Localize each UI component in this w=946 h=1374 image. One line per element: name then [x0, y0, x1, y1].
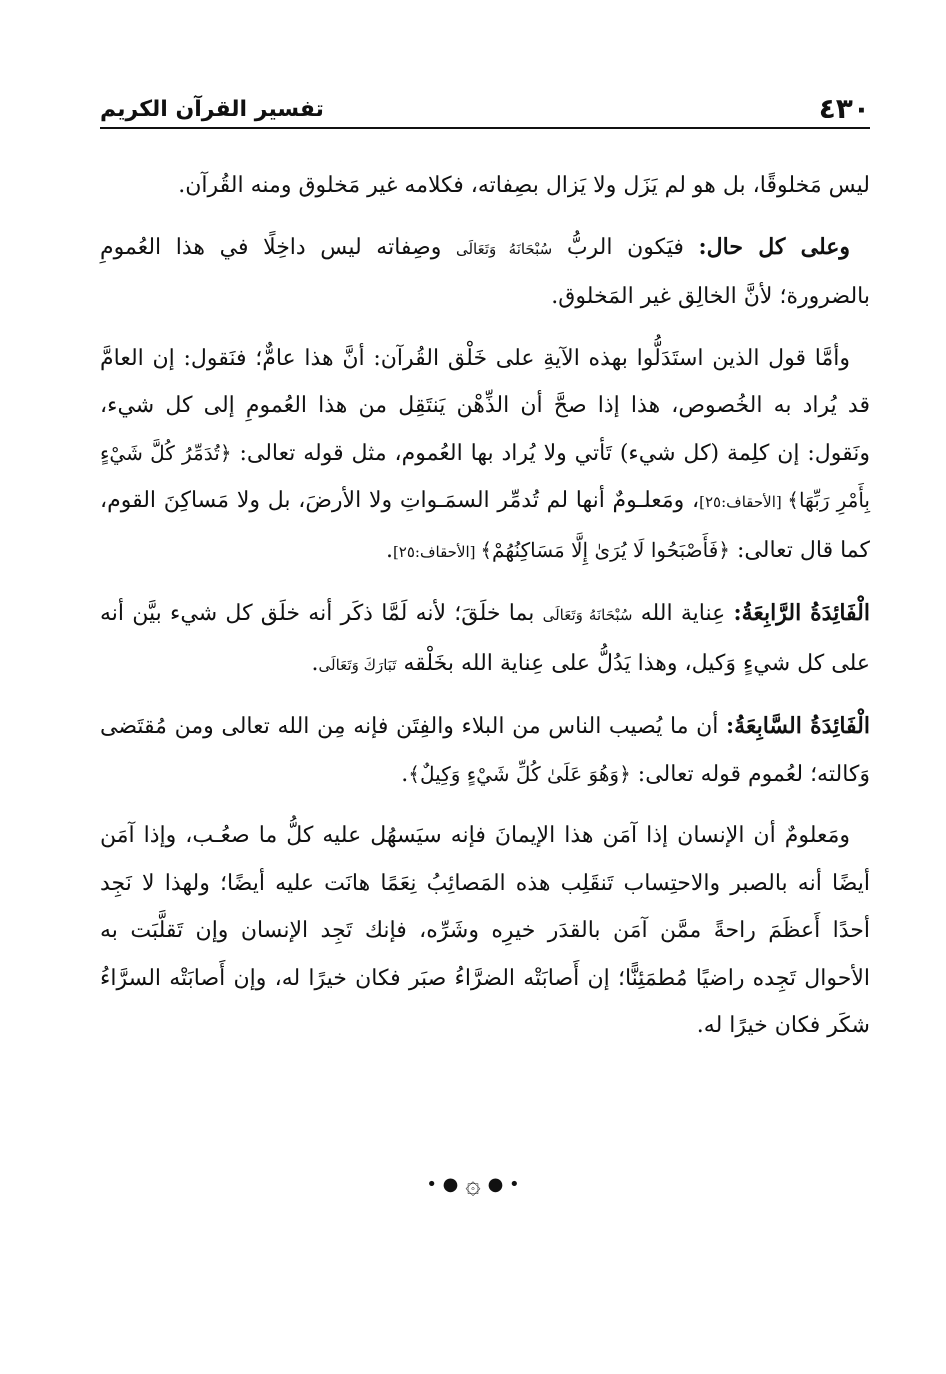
paragraph-3-text-c: .	[385, 537, 393, 563]
paragraph-4-text-b: بما خلَقَ؛ لأنه لَمَّا ذكَر أنه خلَق كل شيء بيَّن أنه على كل شيءٍ وَكيل، وهذا يَدُلُّ على عِناية الله بخَلْقه	[100, 601, 870, 676]
honorific-phrase: سُبْحَانَهُ وَتَعَالَى	[455, 239, 553, 258]
quran-verse-1: ﴿تُدَمِّرُ كُلَّ شَيْءٍ بِأَمْرِ رَبِّهَا﴾	[100, 440, 870, 512]
paragraph-2	[100, 224, 870, 321]
paragraph-1	[100, 162, 870, 210]
paragraph-2-text-a: فيَكون الربُّ	[552, 234, 699, 260]
flower-ornament-icon: ۞	[465, 1170, 481, 1200]
paragraph-6	[100, 812, 870, 1050]
paragraph-4	[100, 590, 870, 689]
paragraph-4-text-a: عِناية الله	[632, 601, 734, 626]
ornament-dots-left: • ●	[426, 1174, 459, 1195]
section-end-ornament	[0, 1170, 946, 1200]
paragraph-3	[100, 335, 870, 577]
header-divider	[100, 127, 870, 129]
paragraph-5	[100, 703, 870, 798]
main-text	[100, 162, 870, 1064]
book-title: تفسير القرآن الكريم	[100, 97, 324, 122]
verse-citation-2: [الأحقاف:٢٥]	[392, 542, 481, 561]
benefit-7-heading: الْفَائِدَةُ السَّابِعَةُ:	[726, 713, 870, 739]
paragraph-3-text-a: وأمَّا قول الذين استَدَلُّوا بهذه الآيةِ على خَلْق القُرآن: أنَّ هذا عامٌّ؛ فنَقول: إن العامَّ قد يُراد به الخُصوص، هذا إذا صحَّ أن الذِّهْن يَنتَقِل من هذا العُمومِ إلى كل شيء، ونَقول: إن كلِمة (كل شيء) تَأتي ولا يُراد بها العُموم، مثل قوله تعالى:	[100, 345, 870, 466]
paragraph-6-text: ومَعلومٌ أن الإنسان إذا آمَن هذا الإيمانَ فإنه سيَسهُل عليه كلُّ ما صعُـب، وإذا آمَن أيضًا أنه بالصبر والاحتِساب تَنقَلِب هذه المَصائِبُ نِعَمًا هانَت عليه أيضًا؛ ولهذا لا نَجِد أحدًا أَعظَمَ راحةً ممَّن آمَن بالقدَر خيرِه وشَرِّه، فإنك تَجِد الإنسان وإن تَقلَّبَت به الأحوال تَجِده راضيًا مُطمَئِنًّا؛ إن أَصابَتْه الضرَّاءُ صبَر فكان خيرًا له، وإن أَصابَتْه السرَّاءُ شكَر فكان خيرًا له.	[100, 823, 870, 1038]
paragraph-5-text-b: .	[401, 761, 409, 787]
ornament-dots-right: ● •	[487, 1174, 520, 1195]
benefit-4-heading: الْفَائِدَةُ الرَّابِعَةُ:	[733, 600, 870, 626]
paragraph-3-text-b: ، ومَعلـومٌ أنها لم تُدمِّر السمَـواتِ ولا الأرضَ، بل ولا مَساكِنَ القوم، كما قال تعالى:	[100, 488, 870, 563]
paragraph-5-text-a: أن ما يُصيب الناس من البلاء والفِتَن فإنه مِن الله تعالى ومن مُقتَضى وَكالته؛ لعُموم قوله تعالى:	[100, 714, 870, 787]
paragraph-2-lead: وعلى كل حال:	[698, 233, 850, 260]
paragraph-1-text: ليس مَخلوقًا، بل هو لم يَزَل ولا يَزال بصِفاته، فكلامه غير مَخلوق ومنه القُرآن.	[178, 173, 870, 198]
paragraph-4-text-c: .	[311, 650, 319, 676]
honorific-phrase-2: تَبَارَكَ وَتَعَالَى	[318, 655, 397, 674]
verse-citation-1: [الأحقاف:٢٥]	[699, 493, 788, 511]
quran-verse-2: ﴿فَأَصْبَحُوا لَا يُرَىٰ إِلَّا مَسَاكِنُهُمْ﴾	[480, 537, 731, 562]
page-number: ٤٣٠	[818, 92, 870, 125]
page-header	[100, 92, 870, 130]
paragraph-2-text-b: وصِفاته ليس داخِلًا في هذا العُمومِ بالضرورة؛ لأنَّ الخالِق غير المَخلوق.	[100, 234, 870, 309]
quran-verse-3: ﴿وَهُوَ عَلَىٰ كُلِّ شَيْءٍ وَكِيلٌ﴾	[408, 761, 631, 786]
honorific-phrase: سُبْحَانَهُ وَتَعَالَى	[542, 606, 633, 624]
